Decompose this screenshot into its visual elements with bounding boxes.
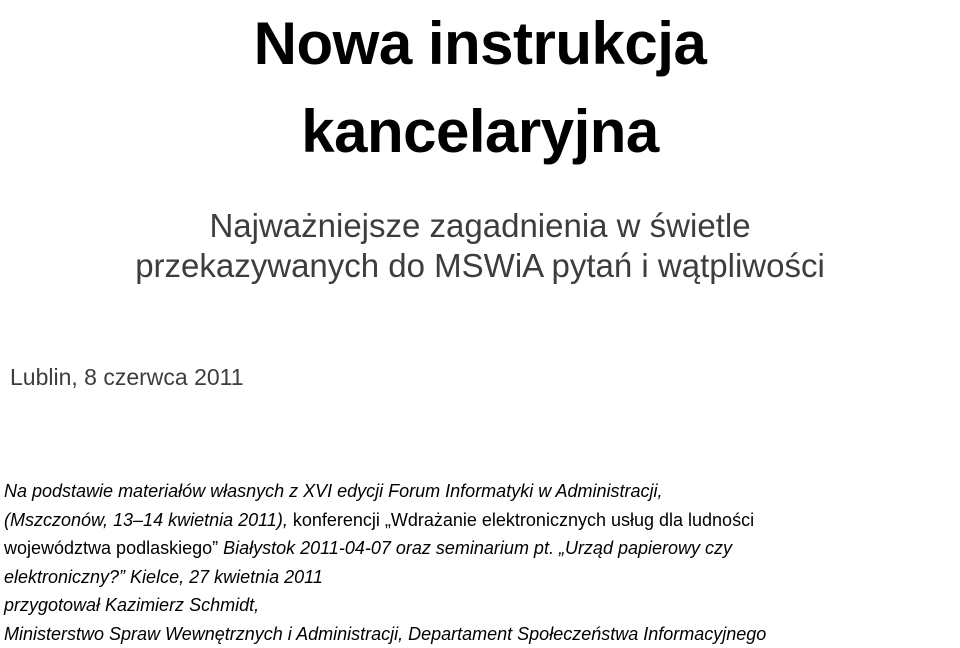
subtitle-line-2: przekazywanych do MSWiA pytań i wątpliwości bbox=[0, 246, 960, 286]
slide-subtitle bbox=[0, 206, 960, 286]
source-line-3 bbox=[4, 534, 960, 563]
source-line-2 bbox=[4, 506, 960, 535]
title-line-1: Nowa instrukcja bbox=[0, 0, 960, 88]
place-and-date: Lublin, 8 czerwca 2011 bbox=[10, 362, 244, 392]
source-line-5: przygotował Kazimierz Schmidt, bbox=[4, 591, 960, 620]
source-line-6: Ministerstwo Spraw Wewnętrznych i Administracji, Departament Społeczeństwa Informacyjnego bbox=[4, 620, 960, 648]
slide-title bbox=[0, 0, 960, 176]
source-line-4: elektroniczny?” Kielce, 27 kwietnia 2011 bbox=[4, 563, 960, 592]
source-line-2-normal: konferencji „Wdrażanie elektronicznych usług dla ludności bbox=[288, 510, 754, 530]
source-line-1: Na podstawie materiałów własnych z XVI edycji Forum Informatyki w Administracji, bbox=[4, 477, 960, 506]
source-line-2-italic: (Mszczonów, 13–14 kwietnia 2011), bbox=[4, 510, 288, 530]
source-line-3-normal: województwa podlaskiego” bbox=[4, 538, 218, 558]
subtitle-line-1: Najważniejsze zagadnienia w świetle bbox=[0, 206, 960, 246]
title-line-2: kancelaryjna bbox=[0, 88, 960, 176]
source-line-3-italic: Białystok 2011-04-07 oraz seminarium pt. „Urząd papierowy czy bbox=[218, 538, 732, 558]
source-note bbox=[4, 477, 960, 648]
